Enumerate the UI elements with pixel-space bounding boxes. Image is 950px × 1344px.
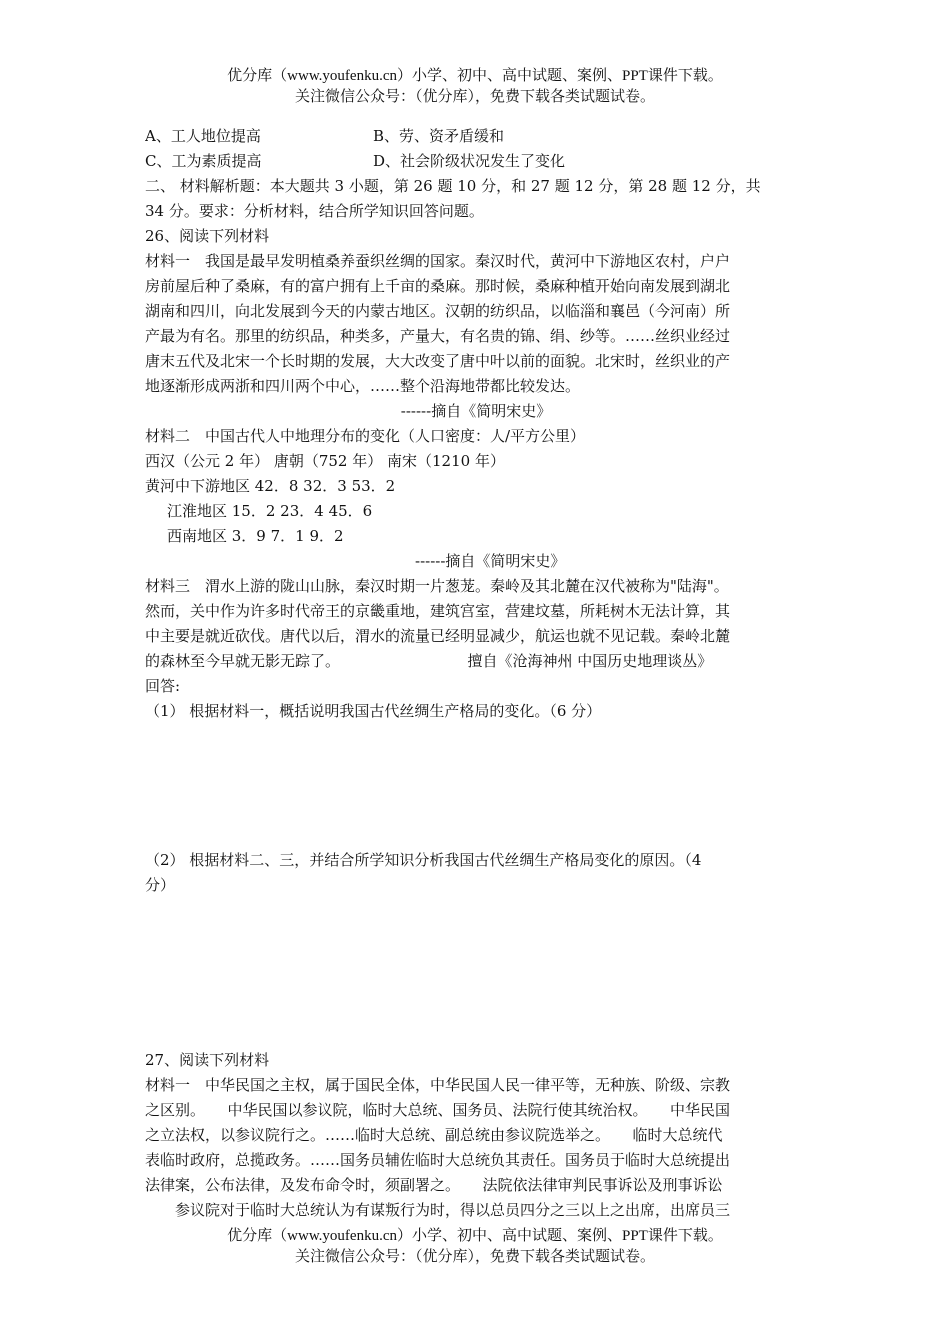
q26-material2-row: 西南地区 3．9 7．1 9．2 [167, 527, 344, 545]
q26-material1-line: 材料一 我国是最早发明植桑养蚕织丝绸的国家。秦汉时代，黄河中下游地区农村，户户 [145, 252, 731, 270]
q26-title: 26、阅读下列材料 [145, 227, 270, 245]
q26-material3-line: 材料三 渭水上游的陇山山脉，秦汉时期一片葱茏。秦岭及其北麓在汉代被称为"陆海"。 [145, 577, 729, 595]
options-row-1 [145, 124, 807, 149]
q27-title: 27、阅读下列材料 [145, 1051, 270, 1069]
options-row-2 [145, 149, 807, 174]
q26-subquestion-2: （2） 根据材料二、三，并结合所学知识分析我国古代丝绸生产格局变化的原因。（4 [145, 851, 702, 869]
q26-material1-line: 湖南和四川，向北发展到今天的内蒙古地区。汉朝的纺织品，以临淄和襄邑（今河南）所 [145, 302, 731, 320]
answer-space-2 [145, 898, 807, 1048]
q27-material1-line: 材料一 中华民国之主权，属于国民全体，中华民国人民一律平等，无种族、阶级、宗教 [145, 1076, 731, 1094]
q26-material1-line: 地逐渐形成两浙和四川两个中心，……整个沿海地带都比较发达。 [145, 377, 581, 395]
q26-material2-header: 西汉（公元 2 年） 唐朝（752 年） 南宋（1210 年） [145, 452, 505, 470]
page-footer [0, 1226, 950, 1268]
answer-space-1 [145, 724, 807, 848]
q27-material1-line: 法律案，公布法律，及发布命令时，须副署之。 法院依法律审判民事诉讼及刑事诉讼 [145, 1176, 723, 1194]
q27-material1-line: 表临时政府，总揽政务。……国务员辅佐临时大总统负其责任。国务员于临时大总统提出 [145, 1151, 731, 1169]
document-body [145, 124, 807, 1223]
section2-line-2: 34 分。要求：分析材料，结合所学知识回答问题。 [145, 202, 484, 220]
q26-material2-row: 黄河中下游地区 42．8 32．3 53．2 [145, 477, 396, 495]
q26-material1-line: 唐末五代及北宋一个长时期的发展，大大改变了唐中叶以前的面貌。北宋时，丝织业的产 [145, 352, 731, 370]
q27-material1-line: 参议院对于临时大总统认为有谋叛行为时，得以总员四分之三以上之出席，出席员三 [145, 1201, 731, 1219]
section2-line-1: 二、 材料解析题：本大题共 3 小题，第 26 题 10 分，和 27 题 12 分，第 28 题 12 分，共 [145, 177, 761, 195]
option-c: C、工为素质提高 [145, 152, 262, 170]
header-line-1: 优分库（www.youfenku.cn）小学、初中、高中试题、案例、PPT课件下载。 [227, 68, 723, 84]
q26-material2-source: ------摘自《简明宋史》 [415, 552, 566, 570]
q26-material1-source: ------摘自《简明宋史》 [400, 402, 552, 420]
q26-material1-line: 产最为有名。那里的纺织品，种类多，产量大，有名贵的锦、绢、纱等。……丝织业经过 [145, 327, 731, 345]
q27-material1-line: 之区别。 中华民国以参议院，临时大总统、国务员、法院行使其统治权。 中华民国 [145, 1101, 731, 1119]
q26-answer-label: 回答: [145, 677, 181, 695]
header-line-2: 关注微信公众号：（优分库），免费下载各类试题试卷。 [294, 89, 655, 105]
q26-material2-title: 材料二 中国古代人中地理分布的变化（人口密度：人/平方公里） [145, 427, 586, 445]
q26-material1-line: 房前屋后种了桑麻，有的富户拥有上千亩的桑麻。那时候，桑麻种植开始向南发展到湖北 [145, 277, 731, 295]
q26-material2-row: 江淮地区 15．2 23．4 45．6 [167, 502, 373, 520]
q26-material3-line: 的森林至今早就无影无踪了。 擅自《沧海神州 中国历史地理谈丛》 [145, 652, 713, 670]
q26-subquestion-1: （1） 根据材料一，概括说明我国古代丝绸生产格局的变化。（6 分） [145, 702, 602, 720]
footer-line-2: 关注微信公众号：（优分库），免费下载各类试题试卷。 [294, 1249, 655, 1265]
q26-subquestion-2-cont: 分） [145, 876, 176, 894]
option-a: A、工人地位提高 [145, 127, 261, 145]
option-b: B、劳、资矛盾缓和 [373, 127, 505, 145]
q27-material1-line: 之立法权，以参议院行之。……临时大总统、副总统由参议院选举之。 临时大总统代 [145, 1126, 723, 1144]
option-d: D、社会阶级状况发生了变化 [373, 152, 566, 170]
q26-material3-line: 中主要是就近砍伐。唐代以后，渭水的流量已经明显减少，航运也就不见记载。秦岭北麓 [145, 627, 731, 645]
q26-material3-line: 然而，关中作为许多时代帝王的京畿重地，建筑宫室，营建坟墓，所耗树木无法计算，其 [145, 602, 731, 620]
page-header [0, 66, 950, 108]
footer-line-1: 优分库（www.youfenku.cn）小学、初中、高中试题、案例、PPT课件下载。 [227, 1228, 723, 1244]
